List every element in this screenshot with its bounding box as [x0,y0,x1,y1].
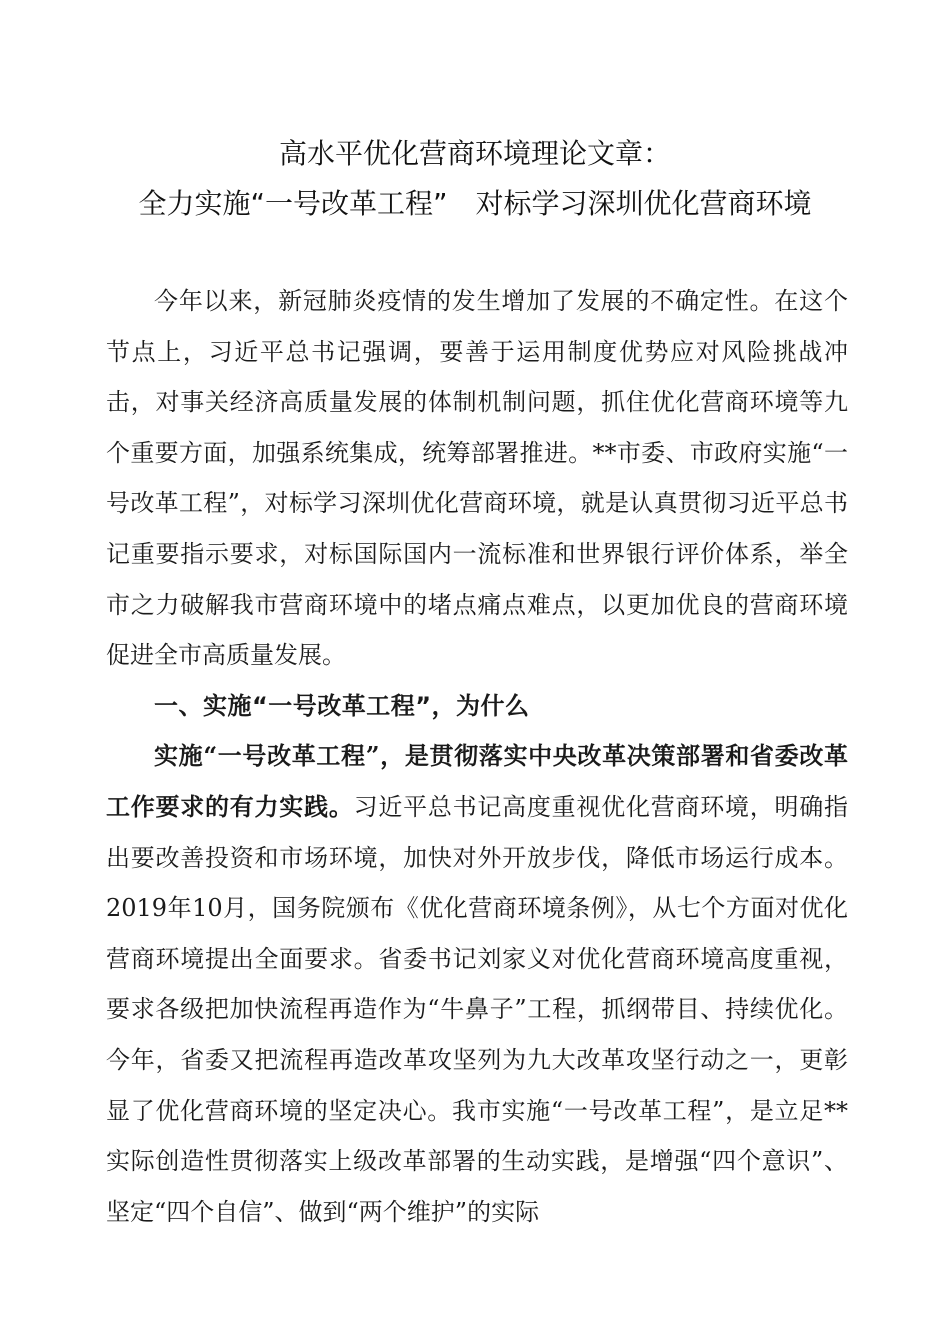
body-paragraph-1: 今年以来，新冠肺炎疫情的发生增加了发展的不确定性。在这个节点上，习近平总书记强调，要善于运用制度优势应对风险挑战冲击，对事关经济高质量发展的体制机制问题，抓住优化营商环境等九个重要方面，加强系统集成，统筹部署推进。**市委、市政府实施“一号改革工程”，对标学习深圳优化营商环境，就是认真贯彻习近平总书记重要指示要求，对标国际国内一流标准和世界银行评价体系，举全市之力破解我市营商环境中的堵点痛点难点，以更加优良的营商环境促进全市高质量发展。 [106,287,848,670]
body-paragraph-2 [106,731,848,1237]
paragraph-2-body-text: 习近平总书记高度重视优化营商环境，明确指出要改善投资和市场环境，加快对外开放步伐，降低市场运行成本。2019年10月，国务院颁布《优化营商环境条例》，从七个方面对优化营商环境提出全面要求。省委书记刘家义对优化营商环境高度重视，要求各级把加快流程再造作为“牛鼻子”工程，抓纲带目、持续优化。今年，省委又把流程再造改革攻坚列为九大改革攻坚行动之一，更彰显了优化营商环境的坚定决心。我市实施“一号改革工程”，是立足**实际创造性贯彻落实上级改革部署的生动实践，是增强“四个意识”、坚定“四个自信”、做到“两个维护”的实际 [106,792,849,1226]
document-title-line-1: 高水平优化营商环境理论文章： [278,137,671,170]
document-body [106,276,848,1237]
section-heading-1: 一、实施“一号改革工程”，为什么 [154,691,530,720]
paragraph-2-lead-sentence: 实施“一号改革工程”，是贯彻落实中央改革决策部署和省委改革工作要求的有力实践。 [106,741,848,821]
document-title-line-2: 全力实施“一号改革工程” 对标学习深圳优化营商环境 [138,187,812,220]
